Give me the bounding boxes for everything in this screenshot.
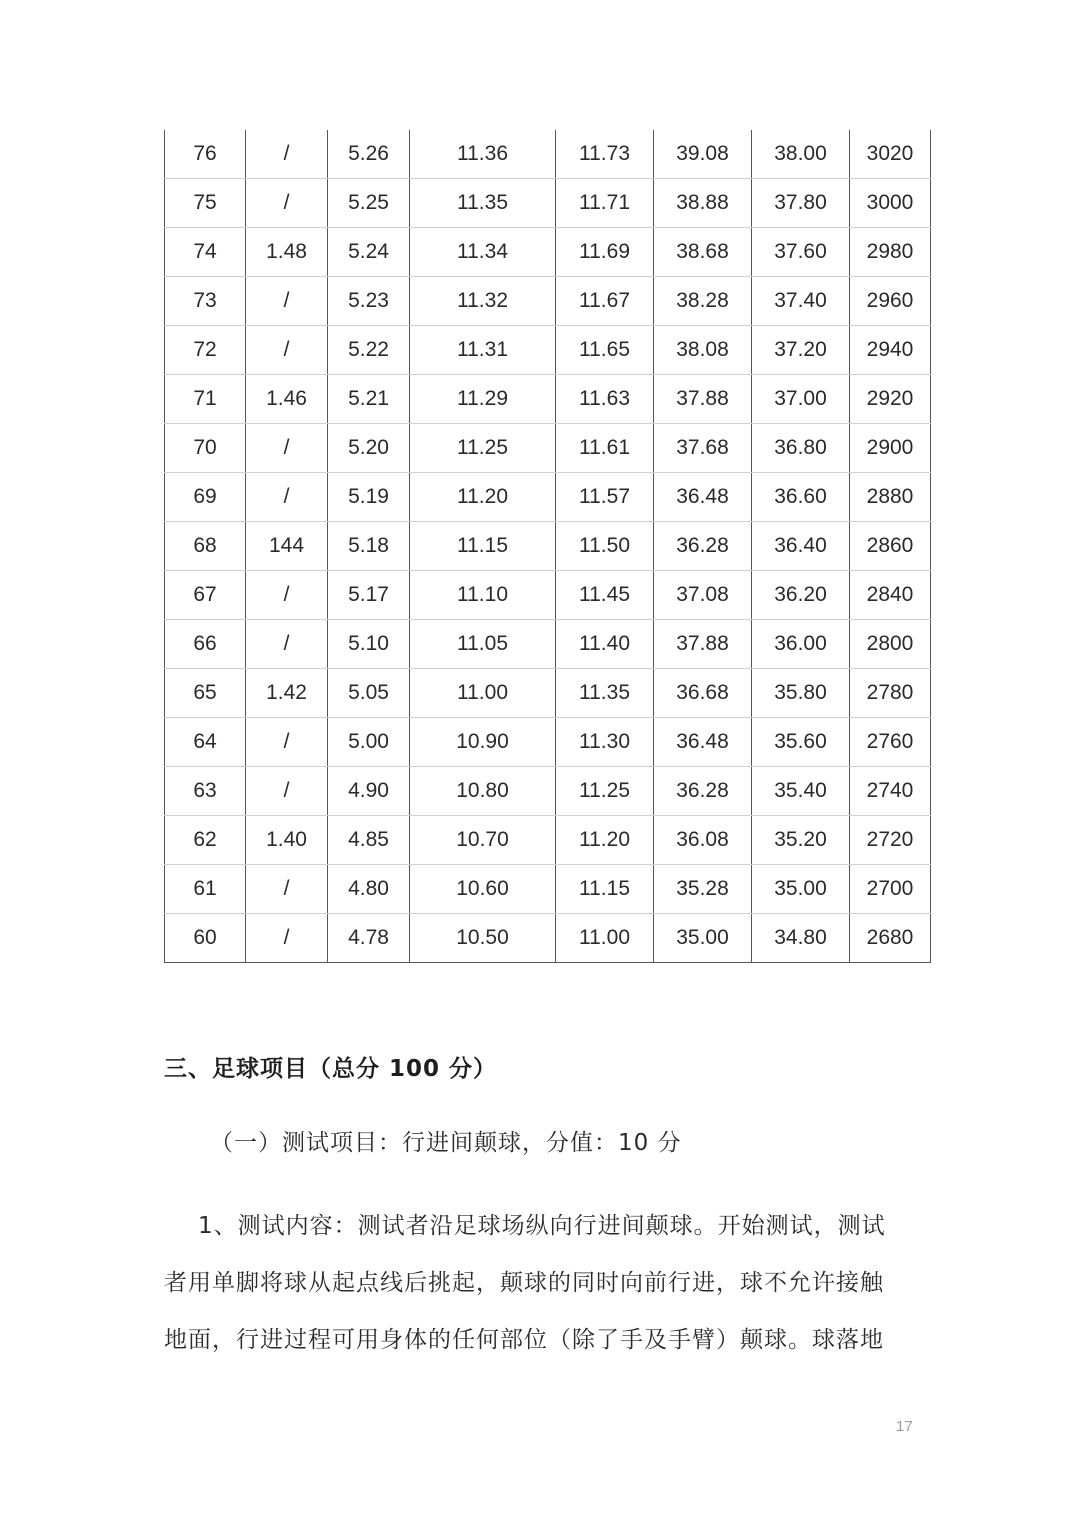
table-cell: 11.29 (410, 375, 556, 424)
table-cell: 37.88 (654, 620, 752, 669)
table-cell: 1.48 (246, 228, 328, 277)
table-cell: 5.18 (328, 522, 410, 571)
table-cell: 10.80 (410, 767, 556, 816)
table-cell: 60 (165, 914, 246, 963)
table-row (165, 375, 931, 424)
table-cell: 61 (165, 865, 246, 914)
table-cell: 11.35 (556, 669, 654, 718)
table-cell: 68 (165, 522, 246, 571)
table-cell: 35.20 (752, 816, 850, 865)
table-cell: 36.28 (654, 767, 752, 816)
table-cell: 11.65 (556, 326, 654, 375)
table-cell: 11.10 (410, 571, 556, 620)
table-cell: 5.20 (328, 424, 410, 473)
table-cell: 11.57 (556, 473, 654, 522)
table-cell: 36.48 (654, 718, 752, 767)
table-row (165, 620, 931, 669)
table-cell: 5.19 (328, 473, 410, 522)
test-content-paragraph (164, 1198, 924, 1369)
table-cell: 5.21 (328, 375, 410, 424)
table-row (165, 669, 931, 718)
section-heading: 三、足球项目（总分 100 分） (164, 1056, 498, 1082)
table-cell: 11.00 (556, 914, 654, 963)
table-cell: / (246, 473, 328, 522)
table-cell: 10.50 (410, 914, 556, 963)
table-cell: 2860 (850, 522, 931, 571)
table-cell: / (246, 424, 328, 473)
table-cell: 10.90 (410, 718, 556, 767)
table-cell: 38.00 (752, 130, 850, 179)
table-cell: 11.20 (556, 816, 654, 865)
table-cell: / (246, 130, 328, 179)
table-cell: 11.31 (410, 326, 556, 375)
table-cell: / (246, 767, 328, 816)
table-cell: 5.10 (328, 620, 410, 669)
table-cell: 11.05 (410, 620, 556, 669)
table-cell: 5.00 (328, 718, 410, 767)
table-row (165, 571, 931, 620)
table-cell: 2960 (850, 277, 931, 326)
table-cell: 11.36 (410, 130, 556, 179)
table-cell: 11.25 (410, 424, 556, 473)
table-cell: 38.68 (654, 228, 752, 277)
table-cell: 36.80 (752, 424, 850, 473)
table-cell: 65 (165, 669, 246, 718)
table-cell: 11.61 (556, 424, 654, 473)
table-cell: 5.24 (328, 228, 410, 277)
table-cell: 74 (165, 228, 246, 277)
table-cell: 11.71 (556, 179, 654, 228)
table-row (165, 326, 931, 375)
table-cell: 2680 (850, 914, 931, 963)
table-cell: 37.00 (752, 375, 850, 424)
table-cell: 11.73 (556, 130, 654, 179)
table-cell: 76 (165, 130, 246, 179)
table-cell: / (246, 865, 328, 914)
paragraph-line: 1、测试内容：测试者沿足球场纵向行进间颠球。开始测试，测试 (198, 1213, 886, 1239)
table-cell: 10.70 (410, 816, 556, 865)
table-cell: / (246, 326, 328, 375)
table-row (165, 179, 931, 228)
table-cell: 11.67 (556, 277, 654, 326)
table-cell: 37.20 (752, 326, 850, 375)
table-cell: 11.35 (410, 179, 556, 228)
table-cell: 64 (165, 718, 246, 767)
table-cell: 4.85 (328, 816, 410, 865)
table-row (165, 914, 931, 963)
table-cell: 11.63 (556, 375, 654, 424)
table-cell: 38.88 (654, 179, 752, 228)
table-row (165, 473, 931, 522)
table-cell: 11.40 (556, 620, 654, 669)
table-cell: 4.78 (328, 914, 410, 963)
table-row (165, 277, 931, 326)
table-cell: 11.50 (556, 522, 654, 571)
table-cell: 11.45 (556, 571, 654, 620)
table-row (165, 522, 931, 571)
table-cell: 11.20 (410, 473, 556, 522)
table-cell: 5.23 (328, 277, 410, 326)
table-cell: 37.08 (654, 571, 752, 620)
table-row (165, 865, 931, 914)
table-cell: 2980 (850, 228, 931, 277)
table-cell: 36.40 (752, 522, 850, 571)
table-cell: 1.40 (246, 816, 328, 865)
table-cell: 5.25 (328, 179, 410, 228)
table-row (165, 130, 931, 179)
table-cell: 11.15 (410, 522, 556, 571)
table-cell: 1.46 (246, 375, 328, 424)
table-cell: 2700 (850, 865, 931, 914)
table-cell: 69 (165, 473, 246, 522)
table-cell: 5.22 (328, 326, 410, 375)
table-cell: 39.08 (654, 130, 752, 179)
table-cell: / (246, 571, 328, 620)
table-cell: 11.25 (556, 767, 654, 816)
table-cell: 36.48 (654, 473, 752, 522)
table-cell: 3000 (850, 179, 931, 228)
table-cell: 38.08 (654, 326, 752, 375)
table-cell: 10.60 (410, 865, 556, 914)
table-cell: 11.30 (556, 718, 654, 767)
table-cell: 2760 (850, 718, 931, 767)
paragraph-line: 者用单脚将球从起点线后挑起，颠球的同时向前行进，球不允许接触 (164, 1270, 884, 1296)
table-cell: 4.80 (328, 865, 410, 914)
table-cell: 37.80 (752, 179, 850, 228)
table-cell: 2740 (850, 767, 931, 816)
test-item-heading: （一）测试项目：行进间颠球，分值：10 分 (210, 1130, 682, 1156)
table-cell: 71 (165, 375, 246, 424)
table-cell: 75 (165, 179, 246, 228)
table-cell: 2840 (850, 571, 931, 620)
score-table (164, 130, 931, 963)
table-cell: 3020 (850, 130, 931, 179)
table-cell: 11.15 (556, 865, 654, 914)
table-cell: 1.42 (246, 669, 328, 718)
table-cell: 36.68 (654, 669, 752, 718)
table-cell: 11.00 (410, 669, 556, 718)
table-cell: / (246, 718, 328, 767)
table-cell: 37.88 (654, 375, 752, 424)
table-cell: 2720 (850, 816, 931, 865)
table-cell: 72 (165, 326, 246, 375)
table-cell: 35.00 (654, 914, 752, 963)
table-row (165, 816, 931, 865)
table-cell: 37.68 (654, 424, 752, 473)
table-cell: 36.28 (654, 522, 752, 571)
table-cell: 2880 (850, 473, 931, 522)
score-table-body (165, 130, 931, 963)
table-cell: 35.60 (752, 718, 850, 767)
table-cell: 36.20 (752, 571, 850, 620)
table-cell: 67 (165, 571, 246, 620)
table-cell: 35.80 (752, 669, 850, 718)
page-number: 17 (896, 1418, 913, 1435)
table-cell: 66 (165, 620, 246, 669)
table-cell: 144 (246, 522, 328, 571)
table-cell: 2940 (850, 326, 931, 375)
table-cell: 37.40 (752, 277, 850, 326)
table-cell: / (246, 914, 328, 963)
table-row (165, 718, 931, 767)
table-cell: 34.80 (752, 914, 850, 963)
table-row (165, 228, 931, 277)
table-cell: 11.34 (410, 228, 556, 277)
table-cell: / (246, 620, 328, 669)
table-cell: 35.40 (752, 767, 850, 816)
table-cell: 70 (165, 424, 246, 473)
table-cell: / (246, 179, 328, 228)
table-cell: 35.00 (752, 865, 850, 914)
table-cell: 11.69 (556, 228, 654, 277)
table-cell: 36.00 (752, 620, 850, 669)
paragraph-line: 地面，行进过程可用身体的任何部位（除了手及手臂）颠球。球落地 (164, 1327, 884, 1353)
table-cell: 73 (165, 277, 246, 326)
table-row (165, 424, 931, 473)
table-cell: 2780 (850, 669, 931, 718)
table-cell: 37.60 (752, 228, 850, 277)
table-cell: 4.90 (328, 767, 410, 816)
table-cell: 5.05 (328, 669, 410, 718)
table-cell: 5.26 (328, 130, 410, 179)
table-cell: 2800 (850, 620, 931, 669)
table-cell: 38.28 (654, 277, 752, 326)
table-cell: 63 (165, 767, 246, 816)
table-row (165, 767, 931, 816)
table-cell: 2900 (850, 424, 931, 473)
table-cell: 36.08 (654, 816, 752, 865)
table-cell: 35.28 (654, 865, 752, 914)
table-cell: 5.17 (328, 571, 410, 620)
table-cell: 36.60 (752, 473, 850, 522)
table-cell: 2920 (850, 375, 931, 424)
table-cell: 62 (165, 816, 246, 865)
table-cell: / (246, 277, 328, 326)
table-cell: 11.32 (410, 277, 556, 326)
